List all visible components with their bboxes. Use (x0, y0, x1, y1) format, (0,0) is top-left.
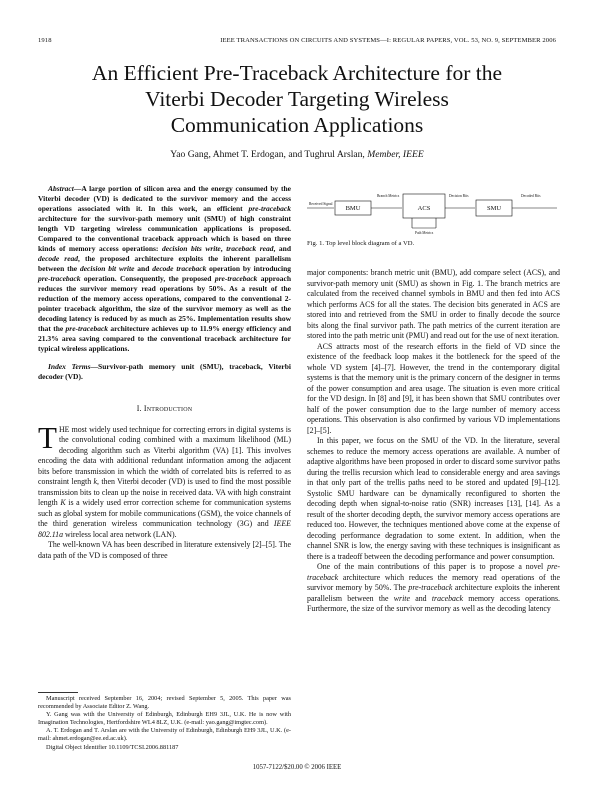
author-names: Yao Gang, Ahmet T. Erdogan, and Tughrul Arslan, (170, 149, 365, 160)
figure-caption: Fig. 1. Top level block diagram of a VD. (307, 240, 415, 247)
footnote-received: Manuscript received September 16, 2004; revised September 5, 2005. This paper was recommended by Associate Editor Z. Wang. (38, 695, 291, 711)
right-paragraph-4: One of the main contributions of this paper is to propose a novel pre-traceback architecture which reduces the memory read operations of the survivor memory by 50%. The pre-traceback architecture exploits the inherent parallelism between the write and traceback memory access operations. Furthermore, the size of the survivor memory as well as the decoding latency (307, 562, 560, 613)
figure-1-block-diagram (307, 188, 560, 236)
footnotes (38, 695, 291, 752)
label-path-metrics: Path Metrics (415, 231, 434, 235)
right-paragraph-3: In this paper, we focus on the SMU of the VD. In the literature, several schemes to reduce the memory access operations are available. A number of adaptive algorithms have been proposed in order to discard some survivor paths during the trellis recursion which lead to considerable energy and area savings in that only part of the trellis paths need to be stored and updated [9]–[12]. Systolic SMU hardware can be dynamically reconfigured to shorten the decoding depth when signal-to-noise ratio (SNR) increases [13], [14]. As a result of the shorter decoding depth, the survivor memory access operations are reduced too. However, the techniques mentioned above come at the expense of decoding performance degradation to some extent. In addition, when the channel SNR is low, the energy saving with these techniques is insignificant as there is a tradeoff between the decoding performance and power consumption. (307, 436, 560, 561)
right-column (307, 268, 560, 615)
intro-paragraph-1: THE most widely used technique for correcting errors in digital systems is the convolutional coding combined with a maximum likelihood (ML) decoding algorithm such as Viterbi algorithm (VA) [1]. This involves encoding the data with additional redundant information among the adjacent bits before transmission in which the width of correlated bits is referred to as constraint length k, then Viterbi decoder (VD) is used to find the most possible transmission bits to clean up the noise in received data. VA with high constraint length K is a widely used error correction scheme for communication systems such as global system for mobile communications (GSM), the voice channels of the third generation wireless communication technology (3G) and IEEE 802.11a wireless local area network (LAN). (38, 419, 291, 539)
abstract-label: Abstract— (48, 184, 82, 193)
footnote-rule (38, 692, 78, 693)
title-line-3: Communication Applications (170, 113, 424, 137)
title-line-1: An Efficient Pre-Traceback Architecture for the (91, 61, 503, 85)
label-bmu: BMU (345, 205, 361, 212)
section-heading-introduction: I. Introduction (136, 404, 193, 413)
footnote-author-2: A. T. Erdogan and T. Arslan are with the University of Edinburgh, Edinburgh EH9 3JL, U.K. (e-mail: ahmet.erdogan@ee.ed.ac.uk). (38, 727, 291, 743)
footnote-author-1: Y. Gang was with the University of Edinburgh, Edinburgh EH9 3JL, U.K. He is now with Imagination Technologies, Hertfordshire WL4 8LZ, U.K. (e-mail: yao.gang@imgtec.com). (38, 711, 291, 727)
label-decision-bits: Decision Bits (449, 194, 469, 198)
index-terms: Index Terms—Survivor-path memory unit (SMU), traceback, Viterbi decoder (VD). (38, 362, 291, 381)
footnote-doi: Digital Object Identifier 10.1109/TCSI.2006.881187 (46, 743, 179, 751)
label-branch-metrics: Branch Metrics (377, 194, 400, 198)
intro-paragraph-2: The well-known VA has been described in literature extensively [2]–[5]. The data path of the VD is composed of three (38, 540, 291, 560)
right-paragraph-2: ACS attracts most of the research efforts in the field of VD since the existence of the feedback loop makes it the bottleneck for the speed of the whole VD system [4]–[7]. However, the trend in the contemporary digital systems is that the memory unit is the primary concern of the designer in terms of the power consumption and area usage. The situation is even more critical for the VD design. In [8] and [9], it has been shown that SMU contributes over half of the power consumption due to the large number of memory access operations. This observation is also confirmed by various VD implementations [2]–[5]. (307, 341, 560, 435)
label-acs: ACS (417, 205, 431, 212)
author-line (40, 149, 554, 160)
drop-cap: T (38, 419, 57, 455)
label-decoded-bits: Decoded Bits (521, 194, 541, 198)
author-role: Member, IEEE (367, 149, 424, 160)
title-line-2: Viterbi Decoder Targeting Wireless (145, 87, 449, 111)
index-terms-label: Index Terms— (48, 362, 99, 371)
label-smu: SMU (486, 205, 502, 212)
abstract: Abstract—A large portion of silicon area and the energy consumed by the Viterbi decoder (VD) is dedicated to the survivor memory and the access operations associated with it. In this work, an efficient pre-traceback architecture for the survivor-path memory unit (SMU) of high constraint length VD targeting wireless communication applications is proposed. Compared to the conventional traceback approach which is based on three kinds of memory access operations: decision bits write, traceback read, and decode read, the proposed architecture exploits the inherent parallelism between the decision bit write and decode traceback operation by introducing pre-traceback operation. Consequently, the proposed pre-traceback approach reduces the survivor memory read operations by 50%. As a result of the reduction of the memory access operations, compared to the conventional 2-pointer traceback algorithm, the size of the survivor memory as well as the decoding latency is reduced by as much as 25%. Implementation results show that the pre-traceback architecture achieves up to 11.9% energy efficiency and 21.3% area saving compared to the conventional traceback architecture for typical wireless applications. (38, 184, 292, 353)
right-paragraph-1: major components: branch metric unit (BMU), add compare select (ACS), and survivor-path memory unit (SMU) as shown in Fig. 1. The branch metrics are calculated from the received channel symbols in BMU and then fed into ACS which performs ACS for all the states. The decision bits generated in ACS are stored into and retrieved from the SMU in order to finally decode the source bits along the final survivor path. The path metrics of the current iteration are stored into the path metric unit (PMU) and read out for the use of next iteration. (307, 268, 560, 340)
block-diagram-svg (307, 188, 560, 236)
copyright-footer: 1057-7122/$20.00 © 2006 IEEE (252, 764, 342, 771)
label-received-signal: Received Signal (309, 202, 333, 206)
left-column (38, 184, 291, 561)
page-number: 1918 (38, 37, 52, 44)
paper-title (40, 60, 554, 138)
journal-name: IEEE TRANSACTIONS ON CIRCUITS AND SYSTEMS—I: REGULAR PAPERS, VOL. 53, NO. 9, SEPTEMBER 2006 (220, 37, 556, 44)
